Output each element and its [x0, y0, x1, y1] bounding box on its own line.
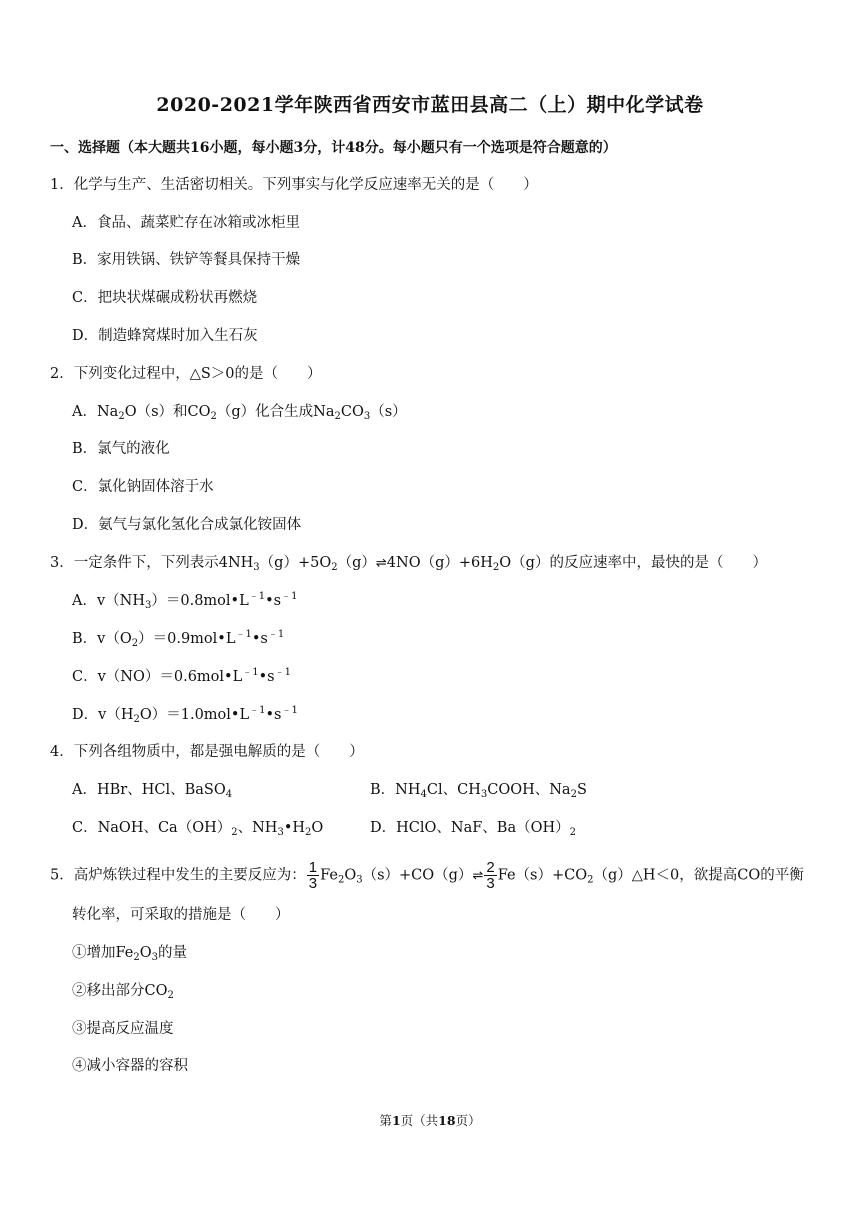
- current-page-number: 1: [391, 1113, 401, 1128]
- question-2-option-b: B．氯气的液化: [72, 441, 170, 457]
- section-heading: 一、选择题（本大题共16小题，每小题3分，计48分。每小题只有一个选项是符合题意的）: [50, 140, 617, 156]
- question-3-stem: 3．一定条件下，下列表示$4NH_3(g)+5O_2(g)\rightleftharpoons 4NO(g)+6H_2O(g)$的反应速率中，最快的是（ ）: [50, 555, 767, 573]
- question-1-option-a: A．食品、蔬菜贮存在冰箱或冰柜里: [72, 215, 300, 231]
- question-4-option-c: C．NaOH、$Ca(OH)_2$、$NH_3•H_2O$: [72, 820, 324, 838]
- question-5-stem: 5．高炉炼铁过程中发生的主要反应为： $\frac{1}{3}$ $Fe_2O_3(s)+CO(g)\rightleftharpoons$ $\frac{2}{3}$ $Fe(s)+CO_2(g)\triangle H<0$，欲提高CO的平衡: [50, 859, 804, 892]
- question-3-option-a: A．$v(NH_3)=0.8mol•L^{﹣1}•s^{﹣1}$: [72, 591, 298, 611]
- total-pages: 18: [438, 1113, 456, 1128]
- question-5-measure-3: ③提高反应温度: [72, 1021, 174, 1037]
- question-1-option-d: D．制造蜂窝煤时加入生石灰: [72, 328, 258, 344]
- question-1-option-c: C．把块状煤碾成粉状再燃烧: [72, 290, 258, 306]
- question-4-option-a: A．HBr、HCl、BaSO$_4$: [72, 782, 233, 800]
- question-1-option-b: B．家用铁锅、铁铲等餐具保持干燥: [72, 252, 301, 268]
- question-5-measure-1: ①增加$Fe_2O_3$的量: [72, 945, 187, 963]
- fraction-two-thirds: $\frac{2}{3}$: [486, 859, 495, 892]
- question-1-stem: 1．化学与生产、生活密切相关。下列事实与化学反应速率无关的是（ ）: [50, 177, 538, 193]
- question-5-measure-4: ④减小容器的容积: [72, 1058, 188, 1074]
- question-2-stem: 2．下列变化过程中，△S＞0的是（ ）: [50, 366, 322, 382]
- question-2-option-a: A．$Na_2O(s)$和$CO_2(g)$化合生成$Na_2CO_3(s)$: [72, 404, 407, 422]
- question-3-option-c: C．$v(NO)=0.6mol•L^{﹣1}•s^{﹣1}$: [72, 667, 291, 685]
- question-5-stem-continued: 转化率，可采取的措施是（ ）: [72, 907, 290, 923]
- question-4-stem: 4．下列各组物质中，都是强电解质的是（ ）: [50, 744, 364, 760]
- question-3-option-d: D．$v(H_2O)=1.0mol•L^{﹣1}•s^{﹣1}$: [72, 705, 298, 725]
- question-4-option-d: D．HClO、NaF、$Ba(OH)_2$: [370, 820, 576, 838]
- page-footer: 第1页（共18页）: [379, 1113, 481, 1128]
- question-5-measure-2: ②移出部分$CO_2$: [72, 983, 174, 1001]
- page-title: 2020-2021学年陕西省西安市蓝田县高二（上）期中化学试卷: [156, 94, 704, 116]
- question-3-option-b: B．$v(O_2)=0.9mol•L^{﹣1}•s^{﹣1}$: [72, 629, 285, 649]
- question-2-option-c: C．氯化钠固体溶于水: [72, 479, 214, 495]
- fraction-one-third: $\frac{1}{3}$: [308, 859, 318, 892]
- equilibrium-arrow: ⇌: [472, 868, 484, 884]
- equilibrium-arrow: ⇌: [375, 556, 387, 571]
- question-4-option-b: B．$NH_4Cl$、$CH_3COOH$、$Na_2S$: [370, 782, 587, 800]
- question-2-option-d: D．氨气与氯化氢化合成氯化铵固体: [72, 517, 302, 533]
